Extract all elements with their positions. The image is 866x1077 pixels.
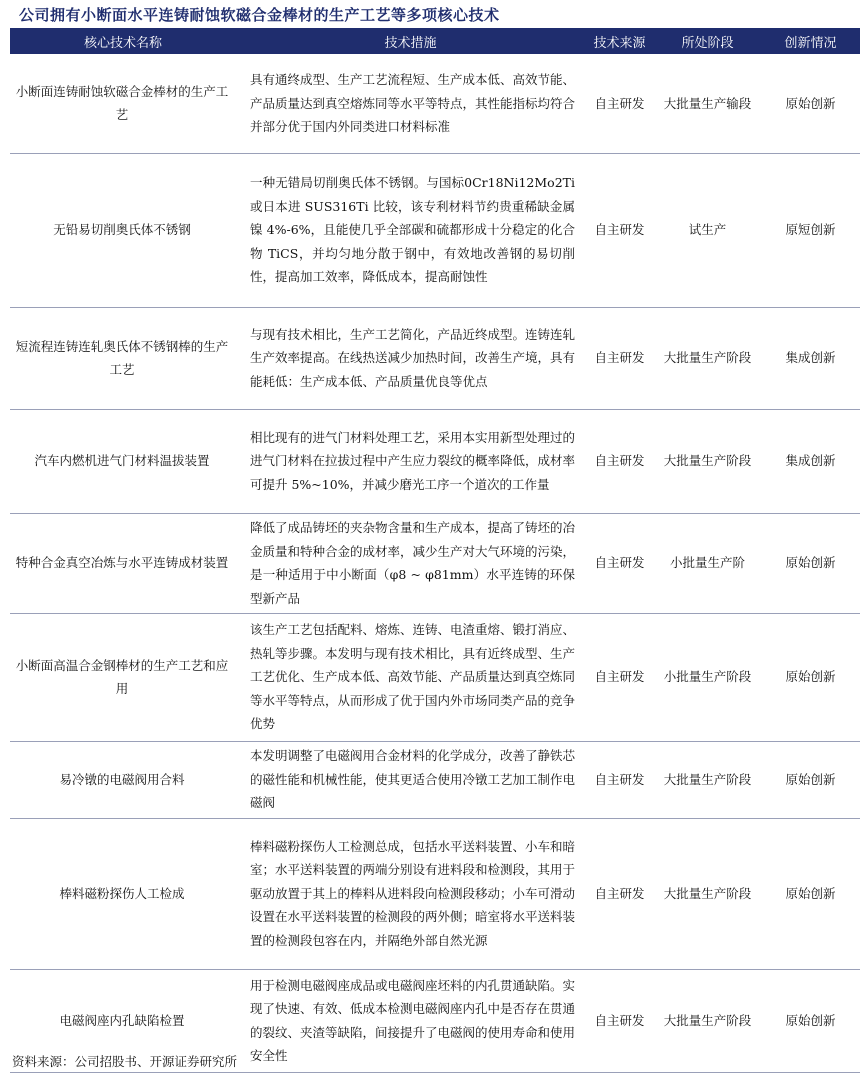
tech-name-cell: 特种合金真空冶炼与水平连铸成材装置 (10, 513, 236, 613)
header-tech-measures: 技术措施 (236, 28, 585, 54)
table-row (10, 818, 860, 969)
table-header-row (10, 28, 860, 54)
tech-name-cell: 小断面连铸耐蚀软磁合金棒材的生产工艺 (10, 54, 236, 153)
table-row (10, 613, 860, 741)
tech-name-cell: 汽车内燃机进气门材料温拔装置 (10, 409, 236, 513)
innovation-cell: 原始创新 (761, 969, 860, 1072)
tech-measures-cell: 相比现有的进气门材料处理工艺，采用本实用新型处理过的进气门材料在拉拔过程中产生应力裂纹的概率降低，成材率可提升 5%~10%，并减少磨光工序一个道次的工作量 (236, 409, 585, 513)
tech-source-cell: 自主研发 (585, 969, 654, 1072)
header-tech-name: 核心技术名称 (10, 28, 236, 54)
tech-source-cell: 自主研发 (585, 741, 654, 818)
tech-name-cell: 短流程连铸连轧奥氏体不锈钢棒的生产工艺 (10, 307, 236, 409)
header-innovation: 创新情况 (761, 28, 860, 54)
tech-source-cell: 自主研发 (585, 54, 654, 153)
tech-measures-cell: 棒料磁粉探伤人工检测总成，包括水平送料装置、小车和暗室；水平送料装置的两端分别设有进料段和检测段，其用于驱动放置于其上的棒料从进料段向检测段移动；小车可滑动设置在水平送料装置的检测段的两外侧；暗室将水平送料装置的检测段包容在内，并隔绝外部自然光源 (236, 818, 585, 969)
tech-name-cell: 小断面高温合金钢棒材的生产工艺和应用 (10, 613, 236, 741)
stage-cell: 小批量生产阶段 (654, 613, 761, 741)
core-technology-table (10, 28, 860, 1073)
innovation-cell: 原始创新 (761, 613, 860, 741)
stage-cell: 大批量生产阶段 (654, 409, 761, 513)
table-row (10, 54, 860, 153)
stage-cell: 大批量生产阶段 (654, 307, 761, 409)
page-title: 公司拥有小断面水平连铸耐蚀软磁合金棒材的生产工艺等多项核心技术 (19, 6, 500, 24)
tech-source-cell: 自主研发 (585, 513, 654, 613)
tech-source-cell: 自主研发 (585, 153, 654, 307)
innovation-cell: 原始创新 (761, 54, 860, 153)
table-row (10, 741, 860, 818)
stage-cell: 小批量生产阶 (654, 513, 761, 613)
tech-measures-cell: 具有通终成型、生产工艺流程短、生产成本低、高效节能、产品质量达到真空熔炼同等水平等特点，其性能指标均符合并部分优于国内外同类进口材料标准 (236, 54, 585, 153)
tech-name-cell: 棒料磁粉探伤人工检成 (10, 818, 236, 969)
tech-measures-cell: 本发明调整了电磁阀用合金材料的化学成分，改善了静铁芯的磁性能和机械性能，使其更适合使用冷镦工艺加工制作电磁阀 (236, 741, 585, 818)
innovation-cell: 集成创新 (761, 409, 860, 513)
innovation-cell: 原始创新 (761, 513, 860, 613)
table-row (10, 409, 860, 513)
stage-cell: 试生产 (654, 153, 761, 307)
tech-measures-cell: 用于检测电磁阀座成品或电磁阀座坯料的内孔贯通缺陷。实现了快速、有效、低成本检测电磁阀座内孔中是否存在贯通的裂纹、夹渣等缺陷，间接提升了电磁阀的使用寿命和使用安全性 (236, 969, 585, 1072)
innovation-cell: 集成创新 (761, 307, 860, 409)
table-row (10, 513, 860, 613)
innovation-cell: 原始创新 (761, 741, 860, 818)
innovation-cell: 原短创新 (761, 153, 860, 307)
tech-source-cell: 自主研发 (585, 613, 654, 741)
tech-measures-cell: 与现有技术相比，生产工艺简化，产品近终成型。连铸连轧生产效率提高。在线热送减少加热时间，改善生产境，具有能耗低：生产成本低、产品质量优良等优点 (236, 307, 585, 409)
table-row (10, 153, 860, 307)
tech-measures-cell: 降低了成品铸坯的夹杂物含量和生产成本，提高了铸坯的冶金质量和特种合金的成材率，减少生产对大气环境的污染，是一种适用于中小断面（φ8 ~ φ81mm）水平连铸的环保型新产品 (236, 513, 585, 613)
innovation-cell: 原始创新 (761, 818, 860, 969)
tech-measures-cell: 该生产工艺包括配料、熔炼、连铸、电渣重熔、锻打消应、热轧等步骤。本发明与现有技术相比，具有近终成型、生产工艺优化、生产成本低、高效节能、产品质量达到真空炼同等水平等特点，从而形成了优于国内外市场同类产品的竞争优势 (236, 613, 585, 741)
table-row (10, 307, 860, 409)
header-stage: 所处阶段 (654, 28, 761, 54)
stage-cell: 大批量生产输段 (654, 54, 761, 153)
tech-name-cell: 电磁阀座内孔缺陷检置 (10, 969, 236, 1072)
header-tech-source: 技术来源 (585, 28, 654, 54)
tech-source-cell: 自主研发 (585, 818, 654, 969)
tech-measures-cell: 一种无错局切削奥氏体不锈钢。与国标0Cr18Ni12Mo2Ti 或日本进 SUS316Ti 比较，该专利材料节约贵重稀缺金属镍 4%-6%，且能使几乎全部碳和硫都形成十分稳定的化合物 TiCS，并均匀地分散于钢中，有效地改善钢的易切削性，提高加工效率，降低成本，提高耐蚀性 (236, 153, 585, 307)
tech-name-cell: 易冷镦的电磁阀用合料 (10, 741, 236, 818)
stage-cell: 大批量生产阶段 (654, 741, 761, 818)
source-note: 资料来源：公司招股书、开源证券研究所 (12, 1054, 238, 1069)
stage-cell: 大批量生产阶段 (654, 969, 761, 1072)
tech-name-cell: 无铅易切削奥氏体不锈钢 (10, 153, 236, 307)
tech-source-cell: 自主研发 (585, 307, 654, 409)
stage-cell: 大批量生产阶段 (654, 818, 761, 969)
tech-source-cell: 自主研发 (585, 409, 654, 513)
